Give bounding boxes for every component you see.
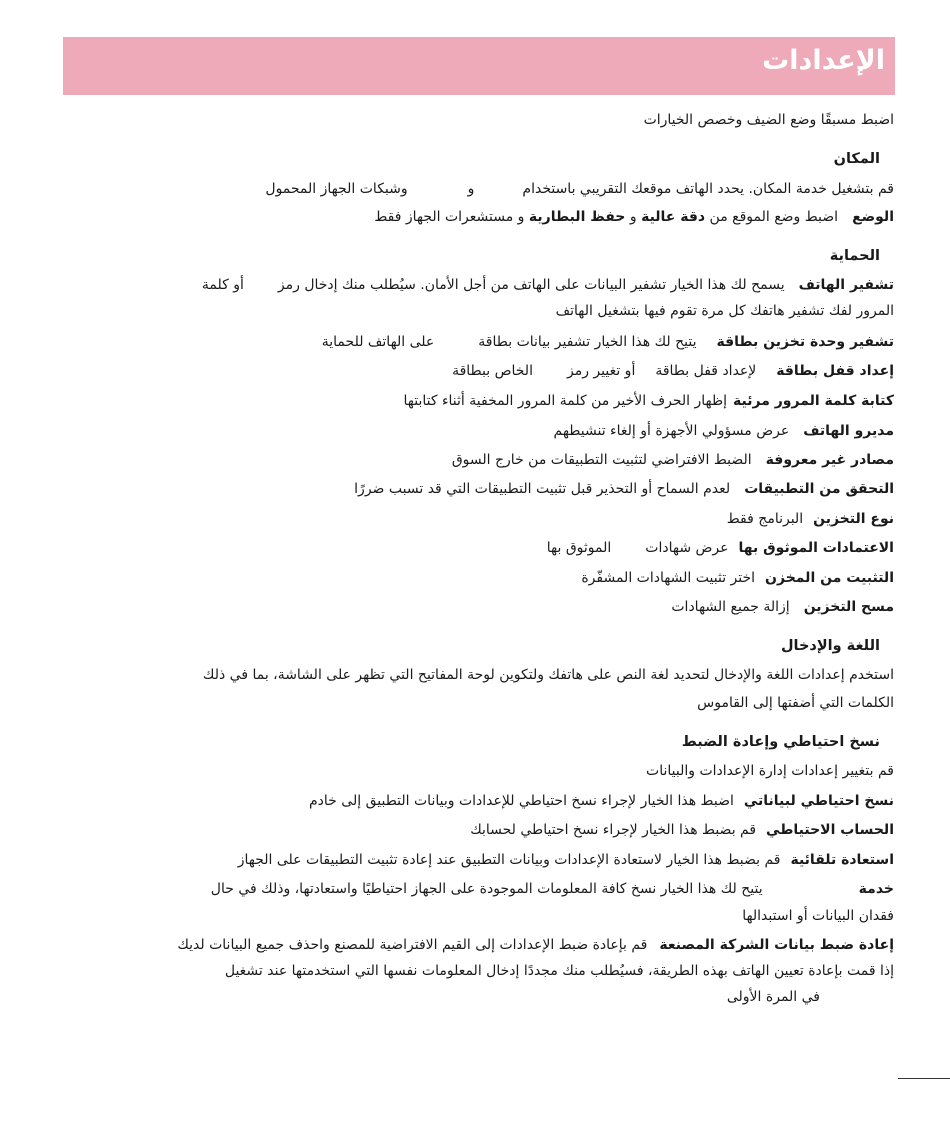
location-desc xyxy=(265,180,894,198)
location-heading: المكان xyxy=(833,151,880,167)
auto-restore xyxy=(238,851,894,869)
clear-storage-term: مسح التخزين xyxy=(803,599,894,615)
card-lock-term: إعداد قفل بطاقة xyxy=(776,363,894,379)
backup-service-a: يتيح لك هذا الخيار نسخ كافة المعلومات الموجودة على الجهاز احتياطيًا واستعادتها، وذلك في حال xyxy=(210,881,763,897)
trusted-credentials-term: الاعتمادات الموثوق بها xyxy=(738,540,894,556)
device-admins-desc: عرض مسؤولي الأجهزة أو إلغاء تنشيطهم xyxy=(553,423,790,439)
card-lock-b: أو تغيير رمز xyxy=(566,363,636,379)
factory-reset-cont-2: في المرة الأولى xyxy=(726,989,820,1005)
location-desc-b: و xyxy=(467,181,475,197)
location-mode-term: الوضع xyxy=(852,209,894,225)
location-mode-b: دقة عالية xyxy=(641,209,706,225)
trusted-credentials xyxy=(547,539,894,557)
trusted-credentials-a: عرض شهادات xyxy=(645,540,729,556)
unknown-sources-term: مصادر غير معروفة xyxy=(765,452,894,468)
password-visible-term: كتابة كلمة المرور مرئية xyxy=(733,393,894,409)
backup-account-term: الحساب الاحتياطي xyxy=(766,822,894,838)
backup-my-data-desc: اضبط هذا الخيار لإجراء نسخ احتياطي للإعدادات وبيانات التطبيق إلى خادم xyxy=(309,793,734,809)
backup-my-data xyxy=(309,792,894,810)
unknown-sources xyxy=(452,451,894,469)
card-lock xyxy=(452,362,894,380)
storage-encrypt xyxy=(322,333,894,351)
backup-service xyxy=(211,880,894,898)
language-heading: اللغة والإدخال xyxy=(780,638,880,654)
password-visible xyxy=(404,392,895,410)
backup-service-cont: فقدان البيانات أو استبدالها xyxy=(742,908,894,924)
location-mode xyxy=(374,208,894,226)
storage-encrypt-term: تشفير وحدة تخزين بطاقة xyxy=(716,334,894,350)
language-desc-1: استخدم إعدادات اللغة والإدخال لتحديد لغة النص على هاتفك ولتكوين لوحة المفاتيح التي تظهر على الشاشة، بما في ذلك xyxy=(202,667,894,683)
header-bar xyxy=(63,37,895,95)
backup-my-data-term: نسخ احتياطي لبياناتي xyxy=(743,793,894,809)
device-admins-term: مديرو الهاتف xyxy=(803,423,894,439)
storage-encrypt-a: يتيح لك هذا الخيار تشفير بيانات بطاقة xyxy=(478,334,697,350)
verify-apps xyxy=(354,480,894,498)
encrypt-phone-a: يسمح لك هذا الخيار تشفير البيانات على الهاتف من أجل الأمان. سيُطلب منك إدخال رمز xyxy=(277,277,785,293)
backup-service-term: خدمة xyxy=(858,881,894,897)
location-mode-a: اضبط وضع الموقع من xyxy=(709,209,839,225)
storage-encrypt-b: على الهاتف للحماية xyxy=(321,334,435,350)
intro-text: اضبط مسبقًا وضع الضيف وخصص الخيارات xyxy=(643,112,894,128)
verify-apps-desc: لعدم السماح أو التحذير قبل تثبيت التطبيقات التي قد تسبب ضررًا xyxy=(354,481,731,497)
factory-reset-term: إعادة ضبط بيانات الشركة المصنعة xyxy=(659,937,894,953)
encrypt-phone xyxy=(202,276,894,294)
encrypt-phone-b: أو كلمة xyxy=(201,277,244,293)
backup-heading: نسخ احتياطي وإعادة الضبط xyxy=(681,734,880,750)
install-from-storage-desc: اختر تثبيت الشهادات المشفّرة xyxy=(581,570,756,586)
backup-account xyxy=(470,821,894,839)
storage-type-desc: البرنامج فقط xyxy=(726,511,804,527)
location-desc-c: وشبكات الجهاز المحمول xyxy=(265,181,408,197)
factory-reset-cont-1: إذا قمت بإعادة تعيين الهاتف بهذه الطريقة، فسيُطلب منك مجددًا إدخال المعلومات نفسها التي استخدمتها عند تشغيل xyxy=(224,963,894,979)
factory-reset-a: قم بإعادة ضبط الإعدادات إلى القيم الافتراضية للمصنع واحذف جميع البيانات لديك xyxy=(177,937,648,953)
security-heading: الحماية xyxy=(829,248,880,264)
storage-type-term: نوع التخزين xyxy=(813,511,894,527)
clear-storage xyxy=(671,598,894,616)
backup-account-desc: قم بضبط هذا الخيار لإجراء نسخ احتياطي لحسابك xyxy=(470,822,757,838)
location-mode-d: حفظ البطارية xyxy=(528,209,626,225)
storage-type xyxy=(727,510,894,528)
password-visible-desc: إظهار الحرف الأخير من كلمة المرور المخفية أثناء كتابتها xyxy=(403,393,728,409)
card-lock-c: الخاص ببطاقة xyxy=(452,363,533,379)
clear-storage-desc: إزالة جميع الشهادات xyxy=(671,599,790,615)
factory-reset xyxy=(177,936,894,954)
card-lock-a: لإعداد قفل بطاقة xyxy=(655,363,757,379)
auto-restore-term: استعادة تلقائية xyxy=(790,852,894,868)
location-mode-c: و xyxy=(629,209,637,225)
language-desc-2: الكلمات التي أضفتها إلى القاموس xyxy=(697,695,894,711)
encrypt-phone-term: تشفير الهاتف xyxy=(798,277,894,293)
verify-apps-term: التحقق من التطبيقات xyxy=(744,481,894,497)
location-mode-e: و مستشعرات الجهاز فقط xyxy=(374,209,525,225)
page-title: الإعدادات xyxy=(762,45,885,76)
install-from-storage xyxy=(581,569,894,587)
encrypt-phone-cont: المرور لفك تشفير هاتفك كل مرة تقوم فيها بتشغيل الهاتف xyxy=(555,303,894,319)
device-admins xyxy=(554,422,895,440)
unknown-sources-desc: الضبط الافتراضي لتثبيت التطبيقات من خارج السوق xyxy=(451,452,752,468)
install-from-storage-term: التثبيت من المخزن xyxy=(765,570,894,586)
auto-restore-desc: قم بضبط هذا الخيار لاستعادة الإعدادات وبيانات التطبيق عند إعادة تثبيت التطبيقات على الجهاز xyxy=(237,852,781,868)
footer-rule xyxy=(898,1078,950,1079)
trusted-credentials-b: الموثوق بها xyxy=(546,540,612,556)
backup-intro: قم بتغيير إعدادات إدارة الإعدادات والبيانات xyxy=(646,763,894,779)
location-desc-a: قم بتشغيل خدمة المكان. يحدد الهاتف موقعك التقريبي باستخدام xyxy=(522,181,894,197)
